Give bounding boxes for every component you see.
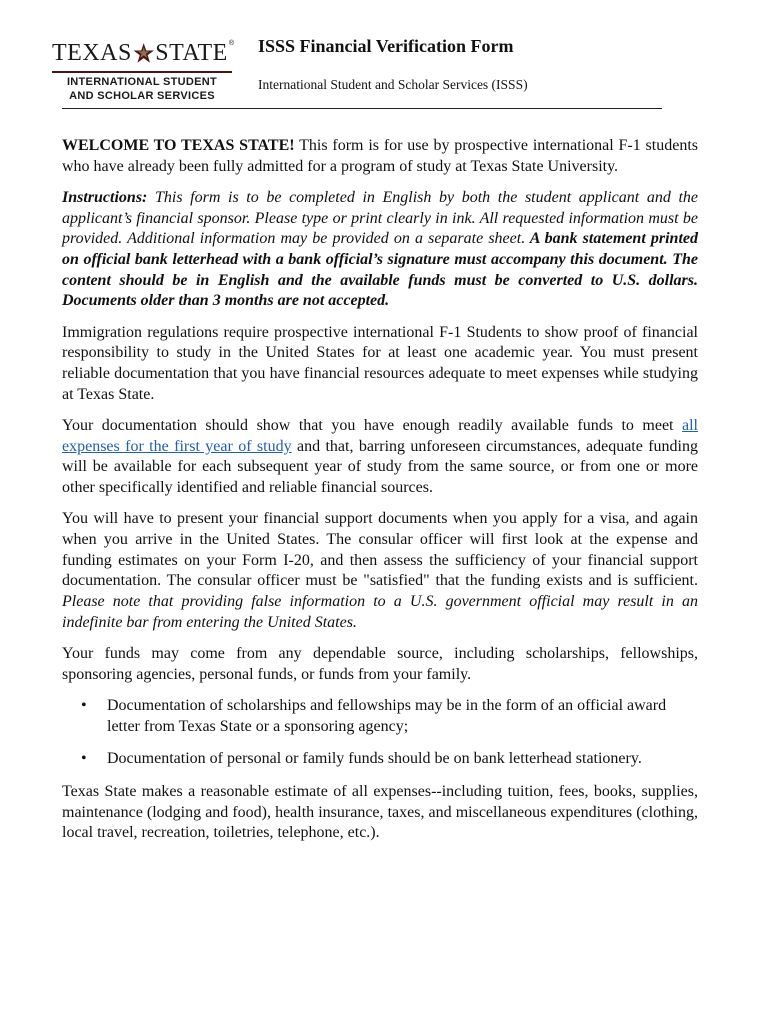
logo-dept-line-2: AND SCHOLAR SERVICES — [69, 89, 215, 102]
instructions-bold-text: A bank statement printed on official bank letterhead with a bank official’s signature must accompany this document. The content should be in English and the available funds must be converted to U.S. dollars. Documents older than 3 months are not accepted. — [62, 230, 698, 310]
list-item: • Documentation of personal or family funds should be on bank letterhead stationery. — [107, 749, 698, 770]
visa-paragraph — [62, 509, 698, 633]
estimate-paragraph: Texas State makes a reasonable estimate of all expenses--including tuition, fees, books, supplies, maintenance (lodging and food), health insurance, taxes, and miscellaneous expenditures (clothing, local travel, recreation, toiletries, telephone, etc.). — [62, 782, 698, 842]
star-icon — [133, 40, 154, 66]
texas-state-logo — [52, 38, 234, 103]
funds-paragraph: Your funds may come from any dependable source, including scholarships, fellowships, sponsoring agencies, personal funds, or funds from your family. — [62, 644, 698, 683]
documentation-text-after: and that, barring unforeseen circumstances, adequate funding will be available for each subsequent year of study from the same source, or from one or more other specifically identified and reliable financial sources. — [62, 437, 699, 497]
visa-text: You will have to present your financial support documents when you apply for a visa, and again when you arrive in the United States. The consular officer will first look at the expense and funding estimates on your Form I-20, and then assess the sufficiency of your financial support documentation. The consular officer must be "satisfied" that the funding exists and is sufficient. — [62, 510, 698, 590]
form-subtitle: International Student and Scholar Services (ISSS) — [258, 77, 528, 92]
immigration-paragraph: Immigration regulations require prospective international F-1 Students to show proof of financial responsibility to study in the United States for at least one academic year. You must present reliable documentation that you have financial resources adequate to meet expenses while studying at Texas State. — [62, 323, 698, 403]
intro-paragraph — [62, 136, 698, 177]
documentation-paragraph — [62, 416, 698, 499]
logo-divider — [52, 71, 232, 73]
form-title: ISSS Financial Verification Form — [258, 36, 514, 56]
logo-word-state: STATE — [155, 40, 228, 66]
welcome-heading: WELCOME TO TEXAS STATE! — [62, 137, 295, 154]
list-item: • Documentation of scholarships and fellowships may be in the form of an official award letter from Texas State or a sponsoring agency; — [107, 696, 698, 737]
instructions-label: Instructions: — [62, 188, 148, 206]
logo-wordmark — [52, 38, 234, 68]
intro-text: This form is for use by prospective international F-1 students who have already been fully admitted for a program of study at Texas State University. — [62, 137, 699, 175]
instructions-paragraph — [62, 188, 698, 312]
logo-word-texas: TEXAS — [52, 40, 132, 66]
logo-dept-line-1: INTERNATIONAL STUDENT — [66, 76, 218, 88]
documentation-text-before: Your documentation should show that you have enough readily available funds to meet — [62, 416, 682, 434]
expenses-link[interactable]: all expenses for the first year of study — [62, 416, 698, 455]
instructions-italic-text: This form is to be completed in English by both the student applicant and the applicant’s financial sponsor. Please type or print clearly in ink. All requested information must be provided. Additional information may be provided on a separate sheet. — [62, 188, 698, 248]
documentation-list — [62, 696, 698, 770]
header-rule — [62, 108, 662, 109]
logo-department — [52, 76, 232, 103]
registered-mark: ® — [228, 40, 234, 47]
document-body — [62, 136, 698, 855]
visa-warning: Please note that providing false information to a U.S. government official may result in an indefinite bar from entering the United States. — [62, 593, 698, 631]
